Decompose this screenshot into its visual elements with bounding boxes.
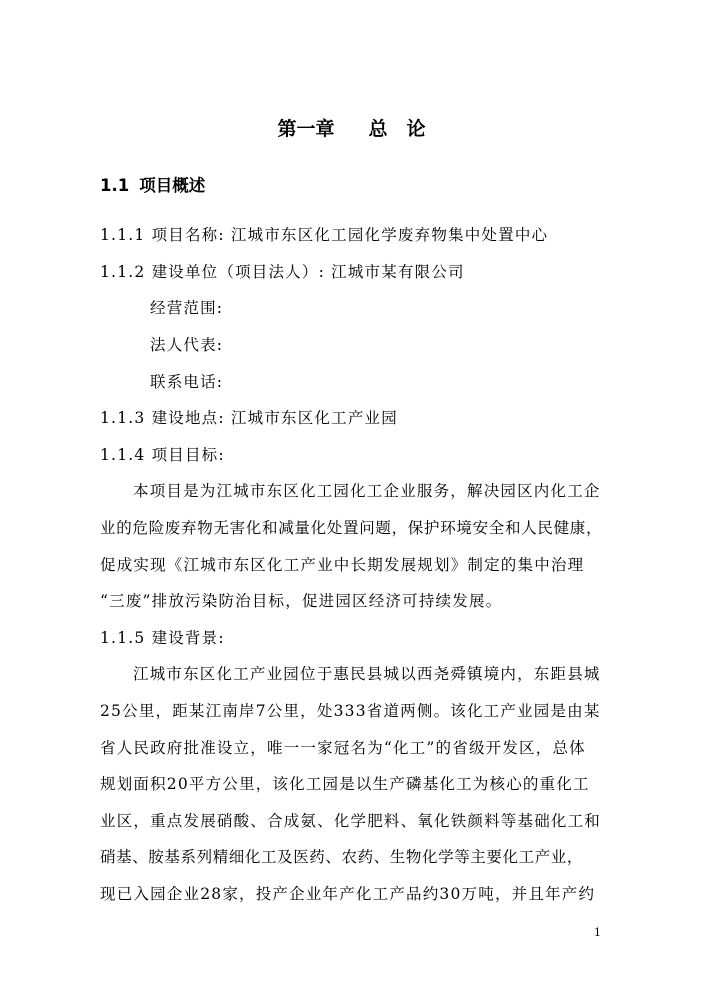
chapter-heading (0, 114, 703, 141)
paragraph-line: 业区，重点发展硝酸、合成氨、化学肥料、氧化铁颜料等基础化工和 (100, 812, 602, 830)
paragraph-line: 促成实现《江城市东区化工产业中长期发展规划》制定的集中治理 (100, 556, 585, 574)
chapter-title: 总 论 (368, 118, 426, 140)
item-project-goal: 1.1.4 项目目标: (100, 446, 225, 464)
chapter-number: 第一章 (277, 118, 335, 140)
paragraph-line: 规划面积20平方公里，该化工园是以生产磷基化工为核心的重化工 (100, 775, 590, 793)
item-background: 1.1.5 建设背景: (100, 629, 225, 647)
item-construction-site: 1.1.3 建设地点: 江城市东区化工产业园 (100, 409, 398, 427)
field-business-scope: 经营范围: (150, 299, 224, 317)
section-title: 项目概述 (139, 176, 206, 195)
field-contact-phone: 联系电话: (150, 373, 224, 391)
page-number: 1 (594, 926, 601, 939)
item-project-name: 1.1.1 项目名称: 江城市东区化工园化学废弃物集中处置中心 (100, 226, 549, 244)
paragraph-line: 省人民政府批准设立，唯一一家冠名为“化工”的省级开发区，总体 (100, 739, 586, 757)
field-legal-representative: 法人代表: (150, 336, 224, 354)
paragraph-line: 现已入园企业28家，投产企业年产化工产品约30万吨，并且年产约 (100, 885, 596, 903)
paragraph-line: 江城市东区化工产业园位于惠民县城以西尧舜镇境内，东距县城 (133, 665, 601, 683)
paragraph-line: 本项目是为江城市东区化工园化工企业服务，解决园区内化工企 (133, 482, 601, 500)
item-construction-unit: 1.1.2 建设单位（项目法人）: 江城市某有限公司 (100, 263, 465, 281)
section-number: 1.1 (100, 176, 130, 195)
paragraph-line: 25公里，距某江南岸7公里，处333省道两侧。该化工产业园是由某 (100, 702, 601, 720)
paragraph-line: 硝基、胺基系列精细化工及医药、农药、生物化学等主要化工产业， (100, 848, 584, 866)
section-heading (100, 172, 205, 196)
paragraph-line: 业的危险废弃物无害化和减量化处置问题，保护环境安全和人民健康， (100, 519, 603, 537)
paragraph-line: “三废”排放污染防治目标，促进园区经济可持续发展。 (100, 592, 503, 610)
